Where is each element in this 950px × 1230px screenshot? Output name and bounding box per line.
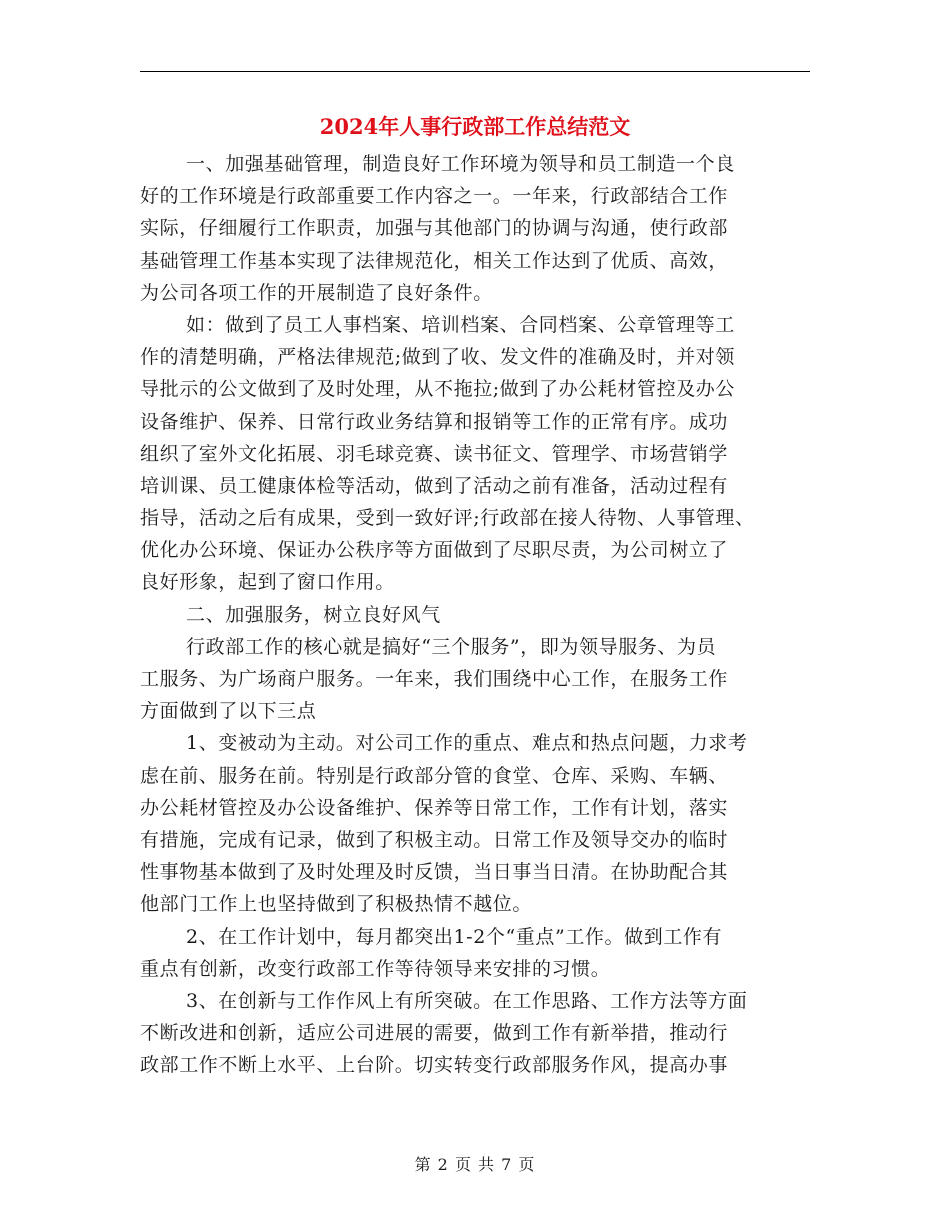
text-line: 作的清楚明确，严格法律规范;做到了收、发文件的准确及时，并对领 bbox=[140, 346, 736, 369]
text-line: 他部门工作上也坚持做到了积极热情不越位。 bbox=[140, 893, 533, 916]
text-line: 3、在创新与工作作风上有所突破。在工作思路、工作方法等方面 bbox=[186, 989, 748, 1012]
text-line: 为公司各项工作的开展制造了良好条件。 bbox=[140, 281, 493, 304]
text-line: 1、变被动为主动。对公司工作的重点、难点和热点问题，力求考 bbox=[186, 732, 748, 755]
document-title: 2024年人事行政部工作总结范文 bbox=[319, 114, 631, 139]
text-line: 导批示的公文做到了及时处理，从不拖拉;做到了办公耗材管控及办公 bbox=[140, 378, 736, 401]
document-body bbox=[140, 148, 816, 1081]
text-line: 优化办公环境、保证办公秩序等方面做到了尽职尽责，为公司树立了 bbox=[140, 539, 729, 562]
text-line: 实际，仔细履行工作职责，加强与其他部门的协调与沟通，使行政部 bbox=[140, 217, 729, 240]
text-line: 良好形象，起到了窗口作用。 bbox=[140, 571, 395, 594]
text-line: 组织了室外文化拓展、羽毛球竞赛、读书征文、管理学、市场营销学 bbox=[140, 442, 729, 465]
text-line: 一、加强基础管理，制造良好工作环境为领导和员工制造一个良 bbox=[186, 153, 735, 175]
text-line: 基础管理工作基本实现了法律规范化，相关工作达到了优质、高效， bbox=[140, 249, 729, 272]
text-line: 不断改进和创新，适应公司进展的需要，做到工作有新举措，推动行 bbox=[140, 1022, 729, 1045]
text-line: 好的工作环境是行政部重要工作内容之一。一年来，行政部结合工作 bbox=[140, 185, 729, 208]
text-line: 2、在工作计划中，每月都突出1-2个“重点”工作。做到工作有 bbox=[186, 925, 723, 948]
text-line: 指导，活动之后有成果，受到一致好评;行政部在接人待物、人事管理、 bbox=[140, 507, 755, 530]
text-line: 如：做到了员工人事档案、培训档案、合同档案、公章管理等工 bbox=[186, 313, 735, 336]
header-rule bbox=[140, 71, 810, 72]
text-line: 设备维护、保养、日常行政业务结算和报销等工作的正常有序。成功 bbox=[140, 410, 729, 433]
text-line: 行政部工作的核心就是搞好“三个服务”，即为领导服务、为员 bbox=[186, 635, 717, 658]
text-line: 方面做到了以下三点 bbox=[140, 700, 317, 723]
text-line: 政部工作不断上水平、上台阶。切实转变行政部服务作风，提高办事 bbox=[140, 1054, 729, 1077]
text-line: 培训课、员工健康体检等活动，做到了活动之前有准备，活动过程有 bbox=[140, 474, 729, 497]
page-number-footer: 第 2 页 共 7 页 bbox=[414, 1155, 536, 1174]
text-line: 工服务、为广场商户服务。一年来，我们围绕中心工作，在服务工作 bbox=[140, 668, 729, 690]
section-heading: 二、加强服务，树立良好风气 bbox=[186, 603, 441, 626]
text-line: 有措施，完成有记录，做到了积极主动。日常工作及领导交办的临时 bbox=[140, 828, 729, 851]
text-line: 重点有创新，改变行政部工作等待领导来安排的习惯。 bbox=[140, 957, 611, 980]
text-line: 办公耗材管控及办公设备维护、保养等日常工作，工作有计划，落实 bbox=[140, 796, 729, 819]
text-line: 虑在前、服务在前。特别是行政部分管的食堂、仓库、采购、车辆、 bbox=[140, 764, 729, 787]
text-line: 性事物基本做到了及时处理及时反馈，当日事当日清。在协助配合其 bbox=[140, 861, 729, 884]
